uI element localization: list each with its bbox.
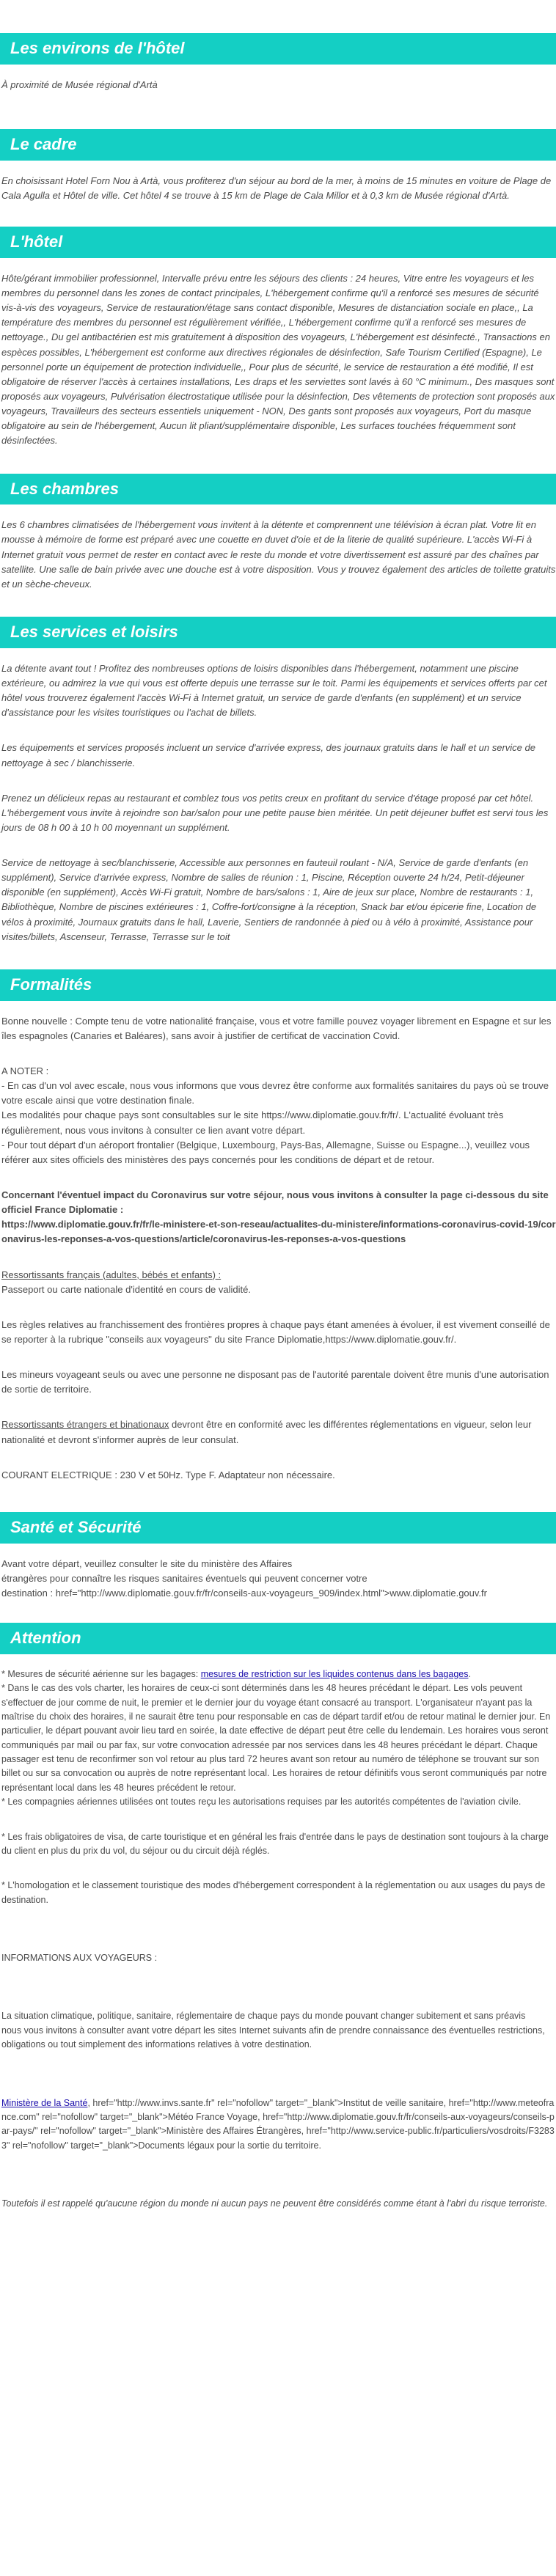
useful-links	[0, 2096, 556, 2154]
bullet-1-suffix: .	[468, 1668, 471, 1679]
section-title-attention: Attention	[0, 1623, 556, 1654]
section-services	[0, 617, 556, 944]
terrorism-note: Toutefois il est rappelé qu'aucune région du monde ni aucun pays ne peuvent être considérés comme étant à l'abri du risque terroriste.	[1, 2198, 548, 2209]
note-title: A NOTER :	[1, 1065, 49, 1076]
info-line-1: La situation climatique, politique, sanitaire, réglementaire de chaque pays du monde pouvant changer subitement et sans préavis	[1, 2011, 526, 2022]
attention-bullet-4: * Les frais obligatoires de visa, de carte touristique et en général les frais d'entrée dans le pays de destination sont toujours à la charge du client en plus du prix du vol, du séjour ou du circuit déjà réglés.	[1, 1831, 549, 1856]
note-line-2: Les modalités pour chaque pays sont consultables sur le site https://www.diplomatie.gouv.fr/fr/. L'actualité évoluant très régulièrement, nous vous invitons à consulter ce lien avant votre départ.	[1, 1109, 504, 1136]
section-cadre	[0, 129, 556, 203]
info-line-2: nous vous invitons à consulter avant votre départ les sites Internet suivants afin de prendre connaissance des éventuelles restrictions, obligations ou tout simplement des informations relatives à votre destination.	[1, 2025, 545, 2050]
section-hotel	[0, 227, 556, 448]
section-title-sante: Santé et Sécurité	[0, 1512, 556, 1544]
electric-text: COURANT ELECTRIQUE : 230 V et 50Hz. Type F. Adaptateur non nécessaire.	[1, 1469, 335, 1480]
section-formalites	[0, 969, 556, 1483]
covid-url[interactable]: https://www.diplomatie.gouv.fr/fr/le-ministere-et-son-reseau/actualites-du-ministere/informations-coronavirus-covid-19/coronavirus-les-reponses-a-vos-questions/article/coronavirus-les-reponses-a-vos-questions	[1, 1219, 556, 1245]
section-title-formalites: Formalités	[0, 969, 556, 1001]
section-title-services: Les services et loisirs	[0, 617, 556, 648]
section-sante	[0, 1512, 556, 1601]
section-title-environs: Les environs de l'hôtel	[0, 33, 556, 65]
services-para-1: La détente avant tout ! Profitez des nombreuses options de loisirs disponibles dans l'hébergement, notamment une piscine extérieure, ou admirez la vue qui vous est offerte depuis une terrasse sur le toit. Parmi les équipements et services offerts par cet hôtel vous trouverez également l'accès Wi-Fi à Internet gratuit, un service de garde d'enfants (en supplément) et un service d'assistance pour les visites touristiques ou l'achat de billets.	[1, 662, 547, 719]
section-environs	[0, 33, 556, 92]
health-ministry-link[interactable]: Ministère de la Santé	[1, 2097, 88, 2108]
note-line-3: - Pour tout départ d'un aéroport frontalier (Belgique, Luxembourg, Pays-Bas, Allemagne, Suisse ou Espagne...), veuillez vous référer aux sites officiels des ministères des pays concernés pour les conditions de départ et de retour.	[1, 1139, 530, 1165]
chambres-text: Les 6 chambres climatisées de l'hébergement vous invitent à la détente et comprennent une télévision à écran plat. Votre lit en mousse à mémoire de forme est préparé avec une couette en duvet d'oie et de la literie de qualité supérieure. L'accès Wi-Fi à Internet gratuit vous permet de rester en contact avec le reste du monde et votre divertissement est assuré par des chaînes par satellite. Une salle de bain privée avec une douche est à votre disposition. Vous y trouvez également des articles de toilette gratuits et un sèche-cheveux.	[1, 519, 556, 590]
french-nationals-label: Ressortissants français (adultes, bébés et enfants) :	[1, 1269, 222, 1280]
section-title-chambres: Les chambres	[0, 474, 556, 505]
section-title-cadre: Le cadre	[0, 129, 556, 161]
section-chambres	[0, 474, 556, 592]
formalites-note	[0, 1064, 556, 1167]
foreign-nationals	[0, 1417, 556, 1447]
sante-line-2: étrangères pour connaître les risques sanitaires éventuels qui peuvent concerner votre	[1, 1572, 367, 1584]
foreign-nationals-label: Ressortissants étrangers et binationaux	[1, 1419, 169, 1431]
borders-text: Les règles relatives au franchissement des frontières propres à chaque pays étant amenées à évoluer, il est vivement conseillé de se reporter à la rubrique "conseils aux voyageurs" du site France Diplomatie,https://www.diplomatie.gouv.fr/.	[1, 1318, 550, 1345]
services-para-3: Prenez un délicieux repas au restaurant et comblez tous vos petits creux en profitant du service d'étage proposé par cet hôtel. L'hébergement vous invite à rejoindre son bar/salon pour une petite pause bien méritée. Un petit déjeuner buffet est servi tous les jours de 08 h 00 à 10 h 00 moyennant un supplément.	[1, 792, 549, 833]
section-attention	[0, 1623, 556, 2211]
attention-bullet-5: * L'homologation et le classement touristique des modes d'hébergement correspondent à la réglementation ou aux usages du pays de destination.	[1, 1880, 546, 1905]
minors-text: Les mineurs voyageant seuls ou avec une personne ne disposant pas de l'autorité parentale doivent être munis d'une autorisation de sortie de territoire.	[1, 1369, 549, 1395]
info-travelers-title: INFORMATIONS AUX VOYAGEURS :	[1, 1953, 158, 1964]
french-nationals	[0, 1268, 556, 1297]
french-nationals-text: Passeport ou carte nationale d'identité en cours de validité.	[1, 1283, 251, 1295]
foreign-nationals-text: devront être en conformité avec les différentes réglementations en vigueur, selon leur nationalité et devront s'informer auprès de leur consulat.	[1, 1419, 532, 1445]
bullet-1-prefix: * Mesures de sécurité aérienne sur les bagages:	[1, 1668, 201, 1679]
info-travelers-text	[0, 2009, 556, 2052]
services-para-2: Les équipements et services proposés incluent un service d'arrivée express, des journaux gratuits dans le hall et un service de nettoyage à sec / blanchisserie.	[1, 742, 535, 768]
note-line-1: - En cas d'un vol avec escale, nous vous informons que vous devrez être conforme aux formalités sanitaires du pays où se trouve votre escale ainsi que votre destination finale.	[1, 1080, 549, 1107]
covid-block	[0, 1188, 556, 1247]
formalites-intro: Bonne nouvelle : Compte tenu de votre nationalité française, vous et votre famille pouvez voyager librement en Espagne et sur les îles espagnoles (Canaries et Baléares), sans avoir à justifier de certificat de vaccination Covid.	[1, 1015, 552, 1041]
attention-bullet-1	[0, 1667, 556, 1681]
sante-line-1: Avant votre départ, veuillez consulter le site du ministère des Affaires	[1, 1557, 293, 1569]
attention-bullet-2: * Dans le cas des vols charter, les horaires de ceux-ci sont déterminés dans les 48 heures précédant le départ. Les vols peuvent s'effectuer de jour comme de nuit, le premier et le dernier jour du voyage étant consacré au transport. L'organisateur n'ayant pas la maîtrise du choix des horaires, il ne saurait être tenu pour responsable en cas de départ tardif et/ou de retour matinal le dernier jour. En particulier, le départ pouvant avoir lieu tard en soirée, la date effective de départ peut être celle du lendemain. Les horaires vous seront communiqués par mail ou par fax, sur votre convocation adressée par nos services dans les 48 heures précédant le départ. Chaque passager est tenu de reconfirmer son vol retour au plus tard 72 heures avant son retour au numéro de téléphone se trouvant sur son billet ou sur sa convocation ou auprès de notre représentant local. Les horaires de retour définitifs vous seront communiqués par notre représentant local dans les 48 heures précédent le retour.	[1, 1683, 551, 1793]
sante-line-3: destination : href="http://www.diplomatie.gouv.fr/fr/conseils-aux-voyageurs_909/index.html">www.diplomatie.gouv.fr	[1, 1587, 487, 1599]
sante-text	[0, 1557, 556, 1601]
services-para-4: Service de nettoyage à sec/blanchisserie, Accessible aux personnes en fauteuil roulant - N/A, Service de garde d'enfants (en supplément), Service d'arrivée express, Nombre de salles de réunion : 1, Piscine, Réception ouverte 24 h/24, Petit-déjeuner disponible (en supplément), Accès Wi-Fi gratuit, Nombre de bars/salons : 1, Aire de jeux sur place, Nombre de restaurants : 1, Bibliothèque, Nombre de piscines extérieures : 1, Coffre-fort/consigne à la réception, Snack bar et/ou épicerie fine, Location de vélos à proximité, Journaux gratuits dans le hall, Laverie, Sentiers de randonnée à pied ou à vélo à proximité, Assistance pour visites/billets, Ascenseur, Terrasse, Terrasse sur le toit	[1, 857, 537, 942]
attention-bullet-3: * Les compagnies aériennes utilisées ont toutes reçu les autorisations requises par les autorités compétentes de l'aviation civile.	[1, 1797, 522, 1808]
useful-links-text: , href="http://www.invs.sante.fr" rel="nofollow" target="_blank">Institut de veille sanitaire, href="http://www.meteofrance.com" rel="nofollow" target="_blank">Météo France Voyage, href="http://www.diplomatie.gouv.fr/fr/conseils-aux-voyageurs/conseils-par-pays/" rel="nofollow" target="_blank">Ministère des Affaires Étrangères, href="http://www.service-public.fr/particuliers/vosdroits/F32833" rel="nofollow" target="_blank">Documents légaux pour la sortie du territoire.	[1, 2097, 555, 2151]
cadre-text: En choisissant Hotel Forn Nou à Artà, vous profiterez d'un séjour au bord de la mer, à moins de 15 minutes en voiture de Plage de Cala Agulla et Hôtel de ville. Cet hôtel 4 se trouve à 15 km de Plage de Cala Millor et à 0,3 km de Musée régional d'Artà.	[1, 175, 552, 201]
hotel-text: Hôte/gérant immobilier professionnel, Intervalle prévu entre les séjours des clients : 24 heures, Vitre entre les voyageurs et les membres du personnel dans les zones de contact principales, L'hébergement confirme qu'il a renforcé ses mesures de sécurité vis-à-vis des voyageurs, Service de restauration/étage sans contact disponible, Mesures de distanciation sociale en place,, La température des membres du personnel est régulièrement vérifiée,, L'hébergement confirme qu'il a renforcé ses mesures de nettoyage., Du gel antibactérien est mis gratuitement à disposition des voyageurs, L'hébergement est désinfecté., Transactions en espèces possibles, L'hébergement est conforme aux directives régionales de désinfection, Safe Tourism Certified (Espagne), Le personnel porte un équipement de protection individuelle,, Pour plus de sécurité, le service de restauration a été modifié, Il est obligatoire de réserver l'accès à certaines installations, Les draps et les serviettes sont lavés à 60 °C minimum., Des masques sont proposés aux voyageurs, Pulvérisation électrostatique utilisée pour la désinfection, Des vêtements de protection sont proposés aux voyageurs, Travailleurs des secteurs essentiels uniquement - NON, Des gants sont proposés aux voyageurs, Port du masque obligatoire au sein de l'hébergement, Aucun lit pliant/supplémentaire disponible, Les surfaces touchées fréquemment sont désinfectées.	[1, 272, 555, 447]
environs-text: À proximité de Musée régional d'Artà	[1, 78, 158, 90]
section-title-hotel: L'hôtel	[0, 227, 556, 258]
covid-heading: Concernant l'éventuel impact du Coronavirus sur votre séjour, nous vous invitons à consulter la page ci-dessous du site officiel France Diplomatie :	[1, 1189, 549, 1216]
liquids-restriction-link[interactable]: mesures de restriction sur les liquides contenus dans les bagages	[200, 1668, 469, 1679]
